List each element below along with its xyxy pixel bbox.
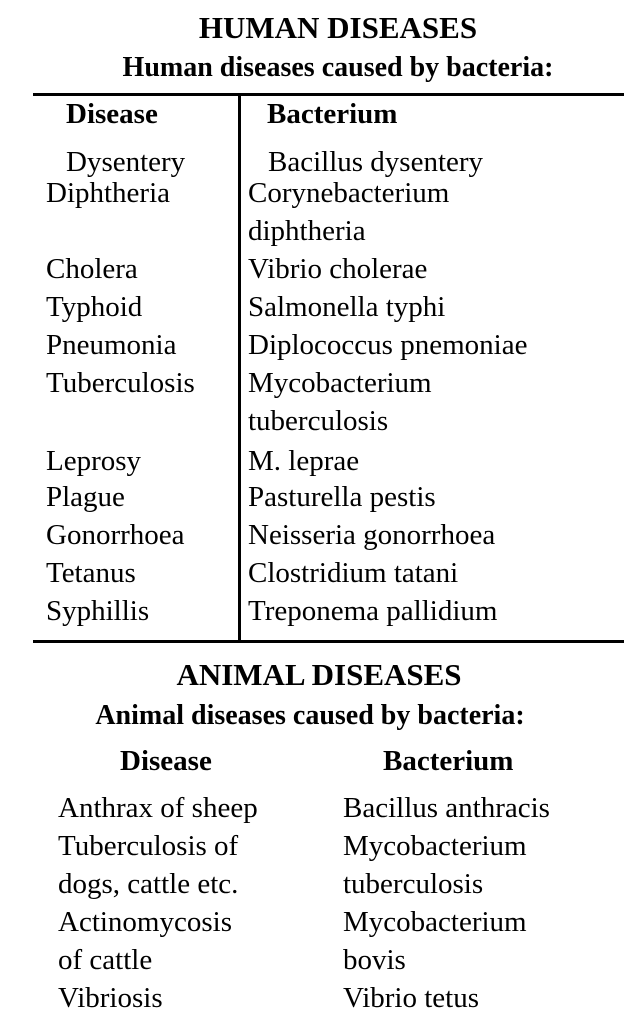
human-row-bacterium: tuberculosis xyxy=(248,405,389,437)
human-row-bacterium: Corynebacterium xyxy=(248,177,450,209)
human-diseases-title: HUMAN DISEASES xyxy=(198,10,478,45)
human-row-bacterium: Vibrio cholerae xyxy=(248,253,428,285)
human-row-disease: Tuberculosis xyxy=(46,367,195,399)
animal-row-disease: Anthrax of sheep xyxy=(58,792,258,824)
human-row-bacterium: Treponema pallidium xyxy=(248,595,498,627)
human-row-disease: Tetanus xyxy=(46,557,136,589)
animal-row-bacterium: Vibrio tetus xyxy=(343,982,479,1014)
human-table-top-rule xyxy=(33,93,624,96)
animal-row-disease: of cattle xyxy=(58,944,153,976)
human-row-bacterium: diphtheria xyxy=(248,215,366,247)
human-diseases-subtitle: Human diseases caused by bacteria: xyxy=(122,52,554,83)
human-row-disease: Pneumonia xyxy=(46,329,177,361)
human-row-bacterium: Salmonella typhi xyxy=(248,291,446,323)
animal-diseases-subtitle: Animal diseases caused by bacteria: xyxy=(95,700,525,731)
human-row-disease: Cholera xyxy=(46,253,138,285)
human-row-bacterium: Mycobacterium xyxy=(248,367,432,399)
animal-diseases-title: ANIMAL DISEASES xyxy=(176,657,462,692)
human-row-bacterium: Diplococcus pnemoniae xyxy=(248,329,528,361)
animal-row-bacterium: bovis xyxy=(343,944,406,976)
human-row-bacterium: Clostridium tatani xyxy=(248,557,459,589)
animal-row-disease: Actinomycosis xyxy=(58,906,232,938)
animal-col-header-disease: Disease xyxy=(120,745,212,777)
animal-row-bacterium: Mycobacterium xyxy=(343,906,527,938)
human-row-bacterium: Bacillus dysentery xyxy=(268,146,484,178)
animal-row-bacterium: Bacillus anthracis xyxy=(343,792,550,824)
human-col-header-bacterium: Bacterium xyxy=(267,98,398,130)
animal-row-disease: Vibriosis xyxy=(58,982,163,1014)
animal-row-bacterium: tuberculosis xyxy=(343,868,484,900)
human-row-disease: Syphillis xyxy=(46,595,150,627)
human-table-column-divider xyxy=(238,95,241,640)
human-row-disease: Typhoid xyxy=(46,291,143,323)
animal-row-bacterium: Mycobacterium xyxy=(343,830,527,862)
human-row-disease: Leprosy xyxy=(46,445,142,477)
animal-row-disease: Tuberculosis of xyxy=(58,830,239,862)
human-row-disease: Dysentery xyxy=(66,146,186,178)
human-col-header-disease: Disease xyxy=(66,98,158,130)
human-row-bacterium: M. leprae xyxy=(248,445,360,477)
human-row-bacterium: Pasturella pestis xyxy=(248,481,436,513)
human-row-disease: Diphtheria xyxy=(46,177,171,209)
animal-col-header-bacterium: Bacterium xyxy=(383,745,514,777)
human-row-bacterium: Neisseria gonorrhoea xyxy=(248,519,496,551)
human-row-disease: Gonorrhoea xyxy=(46,519,185,551)
human-row-disease: Plague xyxy=(46,481,125,513)
animal-row-disease: dogs, cattle etc. xyxy=(58,868,239,900)
human-table-bottom-rule xyxy=(33,640,624,643)
